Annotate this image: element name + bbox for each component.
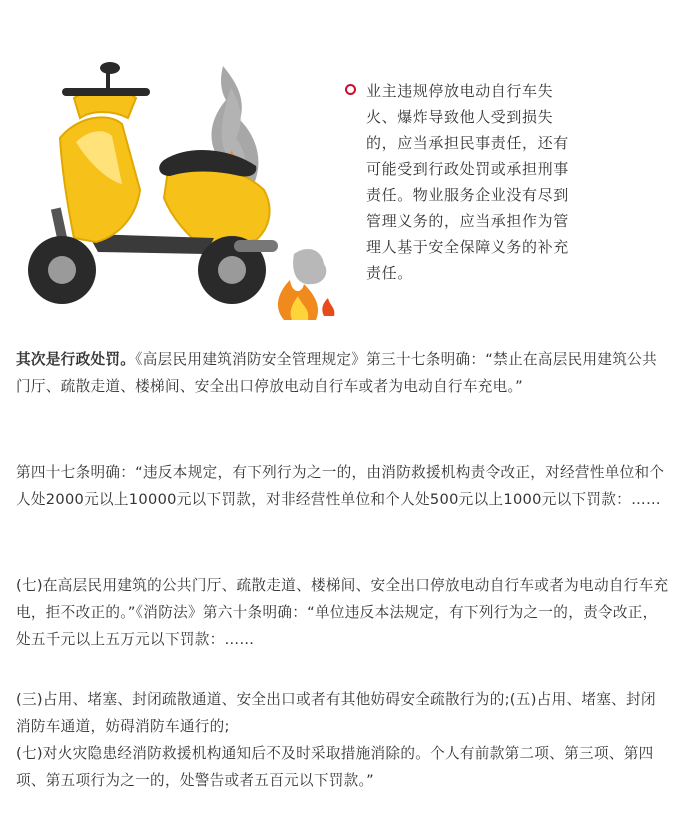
scooter-fire-graphic — [18, 58, 338, 328]
scooter-mirror — [100, 62, 120, 74]
bullet-ring-icon — [345, 84, 356, 95]
paragraph-item-7-penalty: (七)对火灾隐患经消防救援机构通知后不及时采取措施消除的。个人有前款第二项、第三项、第四项、第五项行为之一的，处警告或者五百元以下罚款。” — [16, 745, 654, 789]
paragraph-lead: 其次是行政处罚。 — [16, 351, 136, 368]
callout-text: 业主违规停放电动自行车失火、爆炸导致他人受到损失的，应当承担民事责任，还有可能受到行政处罚或承担刑事责任。物业服务企业没有尽到管理义务的，应当承担作为管理人基于安全保障义务的补充责任。 — [366, 82, 569, 282]
paragraph-article-47: 第四十七条明确：“违反本规定，有下列行为之一的，由消防救援机构责令改正，对经营性单位和个人处2000元以上10000元以下罚款，对非经营性单位和个人处500元以上1000元以下罚款：…… — [16, 464, 665, 508]
scooter-fire-illustration — [18, 58, 338, 328]
callout-box — [345, 78, 571, 286]
paragraph-items-list — [16, 686, 670, 794]
ember-flame — [322, 298, 334, 316]
scooter-front-rim — [48, 256, 76, 284]
paragraph-administrative-penalty — [16, 346, 670, 400]
paragraph-item-7-fire-law: (七)在高层民用建筑的公共门厅、疏散走道、楼梯间、安全出口停放电动自行车或者为电动自行车充电，拒不改正的。”《消防法》第六十条明确：“单位违反本法规定，有下列行为之一的，责令改正，处五千元以上五万元以下罚款：…… — [16, 577, 669, 648]
scooter-rear-rim — [218, 256, 246, 284]
paragraph-items-3-5: (三)占用、堵塞、封闭疏散通道、安全出口或者有其他妨碍安全疏散行为的;(五)占用、堵塞、封闭消防车通道，妨碍消防车通行的; — [16, 691, 656, 735]
paragraph-body: 《高层民用建筑消防安全管理规定》第三十七条明确：“禁止在高层民用建筑公共门厅、疏散走道、楼梯间、安全出口停放电动自行车或者为电动自行车充电。” — [16, 351, 658, 395]
ground-smoke — [293, 249, 326, 284]
scooter-exhaust — [234, 240, 278, 252]
